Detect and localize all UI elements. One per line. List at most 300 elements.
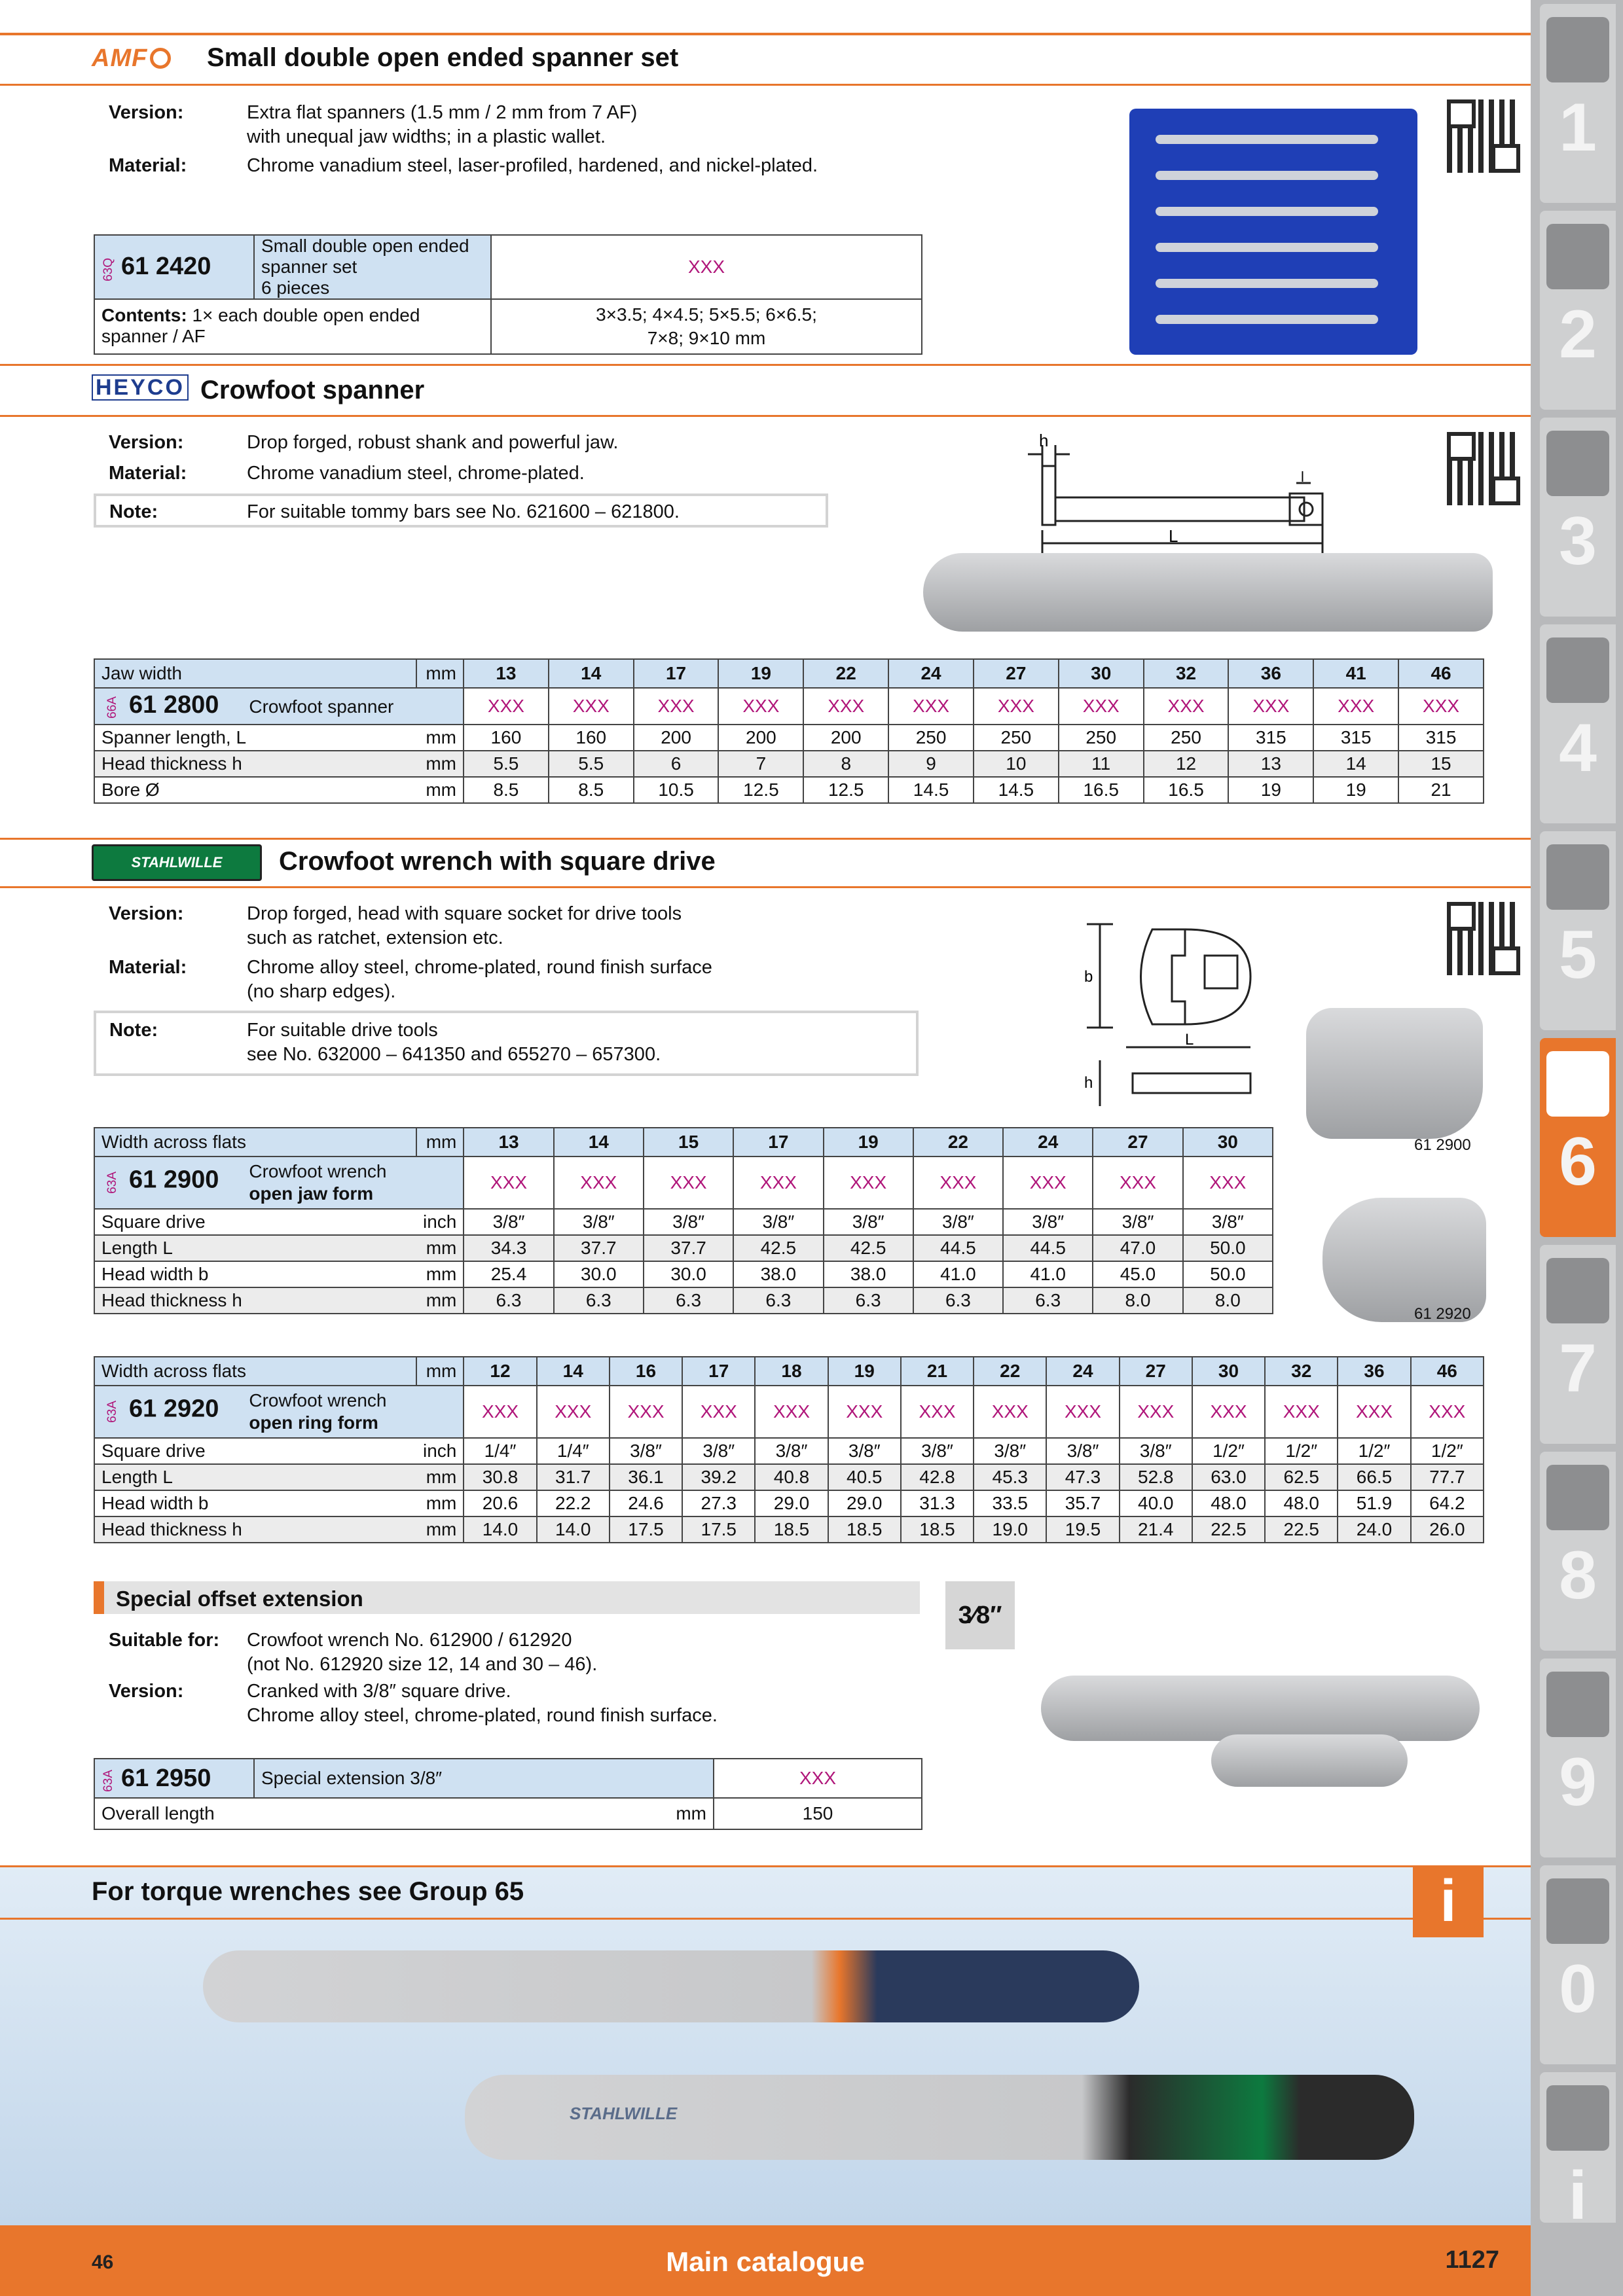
spec-label: Head width b	[94, 1490, 416, 1516]
spec-value: 33.5	[974, 1490, 1046, 1516]
spec-value: 48.0	[1265, 1490, 1338, 1516]
spec-value: 250	[888, 725, 974, 751]
price-cell: XXX	[1411, 1386, 1484, 1438]
material-text: Chrome vanadium steel, chrome-plated.	[247, 463, 585, 484]
spec-value: 14	[1313, 751, 1398, 777]
spec-value: 8.5	[464, 777, 549, 803]
material-label: Material:	[109, 463, 187, 484]
spec-value: 44.5	[913, 1235, 1003, 1261]
spec-value: 6.3	[644, 1287, 733, 1314]
group-3-icon	[1546, 431, 1609, 496]
size-col: 32	[1144, 659, 1229, 688]
spec-value: 315	[1398, 725, 1484, 751]
section-rule	[0, 415, 1531, 417]
section-rule	[0, 838, 1531, 840]
length-value: 150	[714, 1798, 922, 1829]
note-text: For suitable tommy bars see No. 621600 – 621800.	[247, 501, 680, 522]
size-col: 17	[733, 1128, 823, 1157]
spec-value: 3/8″	[610, 1438, 682, 1464]
spec-value: 50.0	[1183, 1261, 1273, 1287]
size-col: 36	[1228, 659, 1313, 688]
spec-value: 6.3	[554, 1287, 644, 1314]
spec-value: 7	[718, 751, 803, 777]
spec-value: 1/2″	[1338, 1438, 1410, 1464]
price-cell: XXX	[1144, 688, 1229, 725]
header-label: Jaw width	[94, 659, 416, 688]
dim-h-label: h	[1039, 432, 1049, 450]
spec-value: 11	[1059, 751, 1144, 777]
version-text: Drop forged, robust shank and powerful jaw.	[247, 432, 619, 453]
amf-logo: AMF	[92, 43, 171, 73]
subsection-title: Special offset extension	[116, 1587, 363, 1611]
section-rule	[0, 84, 1531, 86]
spec-value: 19	[1313, 777, 1398, 803]
header-unit: mm	[416, 659, 464, 688]
size-col: 30	[1192, 1357, 1265, 1386]
spec-value: 45.0	[1093, 1261, 1182, 1287]
spec-value: 66.5	[1338, 1464, 1410, 1490]
spec-value: 27.3	[682, 1490, 755, 1516]
tool-brand-label: STAHLWILLE	[570, 2104, 678, 2123]
spec-value: 18.5	[901, 1516, 974, 1543]
group-4-icon	[1546, 637, 1609, 703]
subsection-bar	[94, 1581, 920, 1614]
spec-value: 10	[974, 751, 1059, 777]
material-label: Material:	[109, 155, 187, 176]
torque-wrench-photo-2	[465, 2075, 1414, 2160]
price-cell: XXX	[974, 688, 1059, 725]
spec-value: 3/8″	[1003, 1209, 1093, 1235]
page-number-left: 46	[92, 2251, 114, 2273]
spec-unit: mm	[416, 1235, 464, 1261]
spec-value: 6.3	[1003, 1287, 1093, 1314]
spec-value: 17.5	[682, 1516, 755, 1543]
price-cell: XXX	[554, 1157, 644, 1209]
spec-value: 1/2″	[1192, 1438, 1265, 1464]
crowfoot-spanner-table	[94, 658, 1484, 804]
section-title-spanner-set: Small double open ended spanner set	[207, 43, 679, 72]
spec-value: 47.0	[1093, 1235, 1182, 1261]
sidebar-tab-number: 7	[1559, 1331, 1597, 1407]
spec-value: 315	[1313, 725, 1398, 751]
sidebar-tab-8[interactable]	[1540, 1452, 1616, 1651]
offset-extension-table	[94, 1758, 922, 1830]
spec-value: 8.5	[549, 777, 634, 803]
version-text: Drop forged, head with square socket for drive tools such as ratchet, extension etc.	[247, 903, 682, 948]
header-label: Width across flats	[94, 1357, 416, 1386]
open-ring-wrench-photo	[1322, 1198, 1486, 1322]
spec-label: Spanner length, L	[94, 725, 416, 751]
qr-code-icon[interactable]	[1447, 902, 1520, 975]
header-unit: mm	[416, 1128, 464, 1157]
offset-extension-photo	[1041, 1676, 1480, 1741]
spec-value: 8.0	[1093, 1287, 1182, 1314]
spec-value: 19.0	[974, 1516, 1046, 1543]
size-col: 41	[1313, 659, 1398, 688]
sidebar-tab-5[interactable]	[1540, 831, 1616, 1030]
note-label: Note:	[109, 501, 158, 522]
spec-value: 40.8	[755, 1464, 828, 1490]
price-cell: XXX	[828, 1386, 901, 1438]
spec-value: 315	[1228, 725, 1313, 751]
section-rule	[0, 364, 1531, 366]
spec-value: 31.3	[901, 1490, 974, 1516]
spec-value: 42.5	[733, 1235, 823, 1261]
size-col: 46	[1411, 1357, 1484, 1386]
sidebar-tab-number: 2	[1559, 296, 1597, 372]
spec-value: 10.5	[634, 777, 719, 803]
crowfoot-spanner-drawing	[1002, 432, 1375, 563]
sidebar-tab-0[interactable]	[1540, 1865, 1616, 2064]
spec-value: 45.3	[974, 1464, 1046, 1490]
spec-value: 22.2	[537, 1490, 610, 1516]
price-cell: XXX	[824, 1157, 913, 1209]
spec-value: 42.5	[824, 1235, 913, 1261]
price-cell: XXX	[537, 1386, 610, 1438]
price-cell: XXX	[733, 1157, 823, 1209]
section-title-crowfoot-wrench: Crowfoot wrench with square drive	[279, 847, 716, 876]
spec-value: 6.3	[733, 1287, 823, 1314]
spec-value: 12	[1144, 751, 1229, 777]
size-col: 24	[888, 659, 974, 688]
article-cell: 66A 61 2800 Crowfoot spanner	[94, 688, 464, 725]
spec-value: 3/8″	[464, 1209, 553, 1235]
spec-value: 160	[464, 725, 549, 751]
spec-value: 38.0	[733, 1261, 823, 1287]
spec-value: 77.7	[1411, 1464, 1484, 1490]
spec-value: 3/8″	[1046, 1438, 1119, 1464]
spec-value: 44.5	[1003, 1235, 1093, 1261]
spec-value: 250	[1059, 725, 1144, 751]
group-2-icon	[1546, 224, 1609, 289]
sidebar-tab-i[interactable]	[1540, 2072, 1616, 2234]
spec-value: 20.6	[464, 1490, 536, 1516]
spec-value: 160	[549, 725, 634, 751]
spec-value: 41.0	[913, 1261, 1003, 1287]
qr-code-icon[interactable]	[1447, 432, 1520, 505]
spec-value: 3/8″	[554, 1209, 644, 1235]
price-cell: XXX	[1183, 1157, 1273, 1209]
price-cell: XXX	[1265, 1386, 1338, 1438]
length-row-label: Overall length mm	[94, 1798, 714, 1829]
sidebar-tab-number: 0	[1559, 1951, 1597, 2027]
group-5-icon	[1546, 844, 1609, 910]
price-cell: XXX	[464, 688, 549, 725]
photo-caption: 61 2920	[1414, 1305, 1471, 1323]
price-cell: XXX	[803, 688, 888, 725]
spec-unit: mm	[416, 751, 464, 777]
spec-value: 1/2″	[1411, 1438, 1484, 1464]
spec-value: 3/8″	[733, 1209, 823, 1235]
spec-value: 40.0	[1120, 1490, 1192, 1516]
spec-value: 1/2″	[1265, 1438, 1338, 1464]
crowfoot-spanner-photo	[923, 553, 1493, 632]
size-col: 32	[1265, 1357, 1338, 1386]
version-label: Version:	[109, 102, 184, 123]
heyco-logo: HEYCO	[92, 374, 189, 401]
spec-unit: mm	[416, 777, 464, 803]
spec-value: 16.5	[1144, 777, 1229, 803]
qr-code-icon[interactable]	[1447, 99, 1520, 173]
spec-value: 3/8″	[1183, 1209, 1273, 1235]
sidebar-tab-number: 3	[1559, 503, 1597, 579]
spec-value: 14.0	[537, 1516, 610, 1543]
size-col: 15	[644, 1128, 733, 1157]
suitable-label: Suitable for:	[109, 1630, 220, 1651]
spec-value: 6.3	[913, 1287, 1003, 1314]
spec-label: Head thickness h	[94, 1287, 416, 1314]
spec-unit: mm	[416, 1261, 464, 1287]
note-label: Note:	[109, 1020, 158, 1041]
price-cell: XXX	[682, 1386, 755, 1438]
price-cell: XXX	[1046, 1386, 1119, 1438]
group-i-icon	[1546, 2085, 1609, 2151]
spec-value: 18.5	[755, 1516, 828, 1543]
sidebar-tab-number: 1	[1559, 90, 1597, 166]
size-col: 19	[824, 1128, 913, 1157]
size-col: 14	[554, 1128, 644, 1157]
spec-unit: mm	[416, 725, 464, 751]
spec-value: 47.3	[1046, 1464, 1119, 1490]
sidebar-tab-4[interactable]	[1540, 624, 1616, 823]
amf-logo-mark-icon	[150, 48, 171, 69]
spec-value: 3/8″	[644, 1209, 733, 1235]
spec-value: 22.5	[1265, 1516, 1338, 1543]
size-col: 24	[1003, 1128, 1093, 1157]
sidebar-tab-number: 9	[1559, 1744, 1597, 1820]
size-col: 30	[1183, 1128, 1273, 1157]
spec-value: 22.5	[1192, 1516, 1265, 1543]
sidebar-tab-number: 5	[1559, 917, 1597, 993]
material-label: Material:	[109, 957, 187, 978]
spec-value: 3/8″	[913, 1209, 1003, 1235]
size-col: 13	[464, 1128, 553, 1157]
article-cell: 63A 61 2920 Crowfoot wrench open ring form	[94, 1386, 464, 1438]
group-1-icon	[1546, 17, 1609, 82]
price-cell: XXX	[888, 688, 974, 725]
spec-unit: mm	[416, 1287, 464, 1314]
spec-unit: mm	[416, 1516, 464, 1543]
spec-value: 30.8	[464, 1464, 536, 1490]
version-text: Extra flat spanners (1.5 mm / 2 mm from 7 AF) with unequal jaw widths; in a plastic wallet.	[247, 102, 638, 147]
spec-value: 31.7	[537, 1464, 610, 1490]
note-text: For suitable drive tools see No. 632000 – 641350 and 655270 – 657300.	[247, 1020, 661, 1065]
size-col: 21	[901, 1357, 974, 1386]
price-cell: XXX	[1228, 688, 1313, 725]
size-col: 30	[1059, 659, 1144, 688]
size-col: 46	[1398, 659, 1484, 688]
spec-label: Head width b	[94, 1261, 416, 1287]
spec-label: Head thickness h	[94, 751, 416, 777]
size-col: 27	[1093, 1128, 1182, 1157]
spec-value: 3/8″	[1120, 1438, 1192, 1464]
group-9-icon	[1546, 1672, 1609, 1737]
version-label: Version:	[109, 1681, 184, 1702]
material-text: Chrome alloy steel, chrome-plated, round finish surface (no sharp edges).	[247, 957, 712, 1002]
spec-label: Square drive	[94, 1209, 416, 1235]
size-col: 12	[464, 1357, 536, 1386]
size-col: 36	[1338, 1357, 1410, 1386]
spec-value: 3/8″	[1093, 1209, 1182, 1235]
spec-value: 26.0	[1411, 1516, 1484, 1543]
spec-value: 34.3	[464, 1235, 553, 1261]
spec-value: 6.3	[464, 1287, 553, 1314]
spec-value: 51.9	[1338, 1490, 1410, 1516]
price-cell: XXX	[464, 1386, 536, 1438]
sidebar-tab-2[interactable]	[1540, 211, 1616, 410]
spec-value: 38.0	[824, 1261, 913, 1287]
spec-value: 1/4″	[464, 1438, 536, 1464]
size-col: 22	[974, 1357, 1046, 1386]
spec-value: 9	[888, 751, 974, 777]
spec-value: 24.0	[1338, 1516, 1410, 1543]
torque-banner	[0, 1865, 1531, 2225]
price-cell: XXX	[901, 1386, 974, 1438]
price-cell: XXX	[755, 1386, 828, 1438]
price-cell: XXX	[1398, 688, 1484, 725]
spec-label: Head thickness h	[94, 1516, 416, 1543]
price-cell: XXX	[1003, 1157, 1093, 1209]
spec-value: 35.7	[1046, 1490, 1119, 1516]
price-cell: XXX	[913, 1157, 1003, 1209]
spec-value: 18.5	[828, 1516, 901, 1543]
spec-value: 3/8″	[824, 1209, 913, 1235]
header-unit: mm	[416, 1357, 464, 1386]
size-col: 13	[464, 659, 549, 688]
spec-value: 19.5	[1046, 1516, 1119, 1543]
page-number-right: 1127	[1445, 2246, 1499, 2274]
sidebar-tab-1[interactable]	[1540, 4, 1616, 203]
price-cell: XXX	[714, 1759, 922, 1798]
article-desc: Special extension 3/8″	[254, 1759, 714, 1798]
dim-l-label: L	[1185, 1031, 1194, 1049]
spec-value: 200	[634, 725, 719, 751]
spec-value: 3/8″	[901, 1438, 974, 1464]
section-title-crowfoot-spanner: Crowfoot spanner	[200, 376, 425, 404]
spec-value: 19	[1228, 777, 1313, 803]
sidebar-tab-7[interactable]	[1540, 1245, 1616, 1444]
offset-extension-with-wrench-photo	[1211, 1734, 1408, 1787]
section-rule	[0, 886, 1531, 888]
size-col: 22	[913, 1128, 1003, 1157]
spec-value: 15	[1398, 751, 1484, 777]
spec-unit: mm	[416, 1464, 464, 1490]
crowfoot-wrench-open-jaw-table	[94, 1127, 1273, 1314]
spec-value: 3/8″	[828, 1438, 901, 1464]
spec-value: 24.6	[610, 1490, 682, 1516]
price-cell: XXX	[644, 1157, 733, 1209]
price-cell: XXX	[549, 688, 634, 725]
spec-value: 50.0	[1183, 1235, 1273, 1261]
size-col: 24	[1046, 1357, 1119, 1386]
size-col: 16	[610, 1357, 682, 1386]
price-cell: XXX	[718, 688, 803, 725]
size-col: 14	[537, 1357, 610, 1386]
size-col: 14	[549, 659, 634, 688]
spec-value: 250	[974, 725, 1059, 751]
spec-value: 3/8″	[974, 1438, 1046, 1464]
sizes-cell: 3×3.5; 4×4.5; 5×5.5; 6×6.5; 7×8; 9×10 mm	[491, 299, 922, 354]
spec-value: 14.0	[464, 1516, 536, 1543]
contents-cell: Contents: 1× each double open ended spanner / AF	[94, 299, 491, 354]
spec-label: Square drive	[94, 1438, 416, 1464]
spec-value: 48.0	[1192, 1490, 1265, 1516]
sidebar-tab-9[interactable]	[1540, 1659, 1616, 1857]
size-col: 22	[803, 659, 888, 688]
sidebar-tab-number: i	[1568, 2158, 1588, 2234]
top-rule	[0, 33, 1531, 35]
price-cell: XXX	[1059, 688, 1144, 725]
dim-h-label: h	[1084, 1074, 1093, 1092]
size-col: 18	[755, 1357, 828, 1386]
sidebar-tab-number: 6	[1559, 1124, 1597, 1200]
size-col: 17	[634, 659, 719, 688]
price-cell: XXX	[1192, 1386, 1265, 1438]
group-8-icon	[1546, 1465, 1609, 1530]
sidebar-tab-3[interactable]	[1540, 418, 1616, 617]
spec-value: 29.0	[828, 1490, 901, 1516]
spanner-set-photo	[1129, 109, 1417, 355]
price-cell: XXX	[1338, 1386, 1410, 1438]
size-col: 17	[682, 1357, 755, 1386]
spec-value: 5.5	[549, 751, 634, 777]
photo-caption: 61 2900	[1414, 1136, 1471, 1154]
spec-value: 41.0	[1003, 1261, 1093, 1287]
spec-value: 21.4	[1120, 1516, 1192, 1543]
size-col: 27	[1120, 1357, 1192, 1386]
spec-value: 200	[718, 725, 803, 751]
note-box	[94, 493, 828, 528]
suitable-text: Crowfoot wrench No. 612900 / 612920 (not No. 612920 size 12, 14 and 30 – 46).	[247, 1630, 598, 1675]
spec-value: 250	[1144, 725, 1229, 751]
footer-title: Main catalogue	[666, 2246, 865, 2277]
size-col: 27	[974, 659, 1059, 688]
size-col: 19	[828, 1357, 901, 1386]
crowfoot-wrench-drawing	[1074, 916, 1270, 1113]
spec-label: Length L	[94, 1464, 416, 1490]
price-cell: XXX	[464, 1157, 553, 1209]
drive-size-badge: 3⁄8″	[945, 1581, 1015, 1649]
article-code-cell: 63Q 61 2420	[94, 235, 254, 299]
article-cell: 63A 61 2900 Crowfoot wrench open jaw form	[94, 1157, 464, 1209]
spec-value: 12.5	[718, 777, 803, 803]
version-label: Version:	[109, 432, 184, 453]
spec-value: 37.7	[554, 1235, 644, 1261]
spec-label: Bore Ø	[94, 777, 416, 803]
spec-value: 37.7	[644, 1235, 733, 1261]
spec-value: 39.2	[682, 1464, 755, 1490]
info-icon[interactable]: i	[1413, 1865, 1484, 1937]
spec-value: 62.5	[1265, 1464, 1338, 1490]
spec-value: 42.8	[901, 1464, 974, 1490]
spec-value: 8.0	[1183, 1287, 1273, 1314]
spec-value: 64.2	[1411, 1490, 1484, 1516]
spanner-set-table	[94, 234, 922, 355]
sidebar-tab-6[interactable]	[1540, 1038, 1616, 1237]
spec-value: 6.3	[824, 1287, 913, 1314]
spec-value: 25.4	[464, 1261, 553, 1287]
material-text: Chrome vanadium steel, laser-profiled, hardened, and nickel-plated.	[247, 155, 818, 176]
torque-wrench-photo-1	[203, 1950, 1139, 2022]
price-cell: XXX	[610, 1386, 682, 1438]
banner-title: For torque wrenches see Group 65	[92, 1877, 524, 1906]
price-cell: XXX	[1313, 688, 1398, 725]
price-cell: XXX	[634, 688, 719, 725]
spec-value: 3/8″	[682, 1438, 755, 1464]
spec-value: 30.0	[644, 1261, 733, 1287]
crowfoot-wrench-open-ring-table	[94, 1356, 1484, 1543]
spec-label: Length L	[94, 1235, 416, 1261]
